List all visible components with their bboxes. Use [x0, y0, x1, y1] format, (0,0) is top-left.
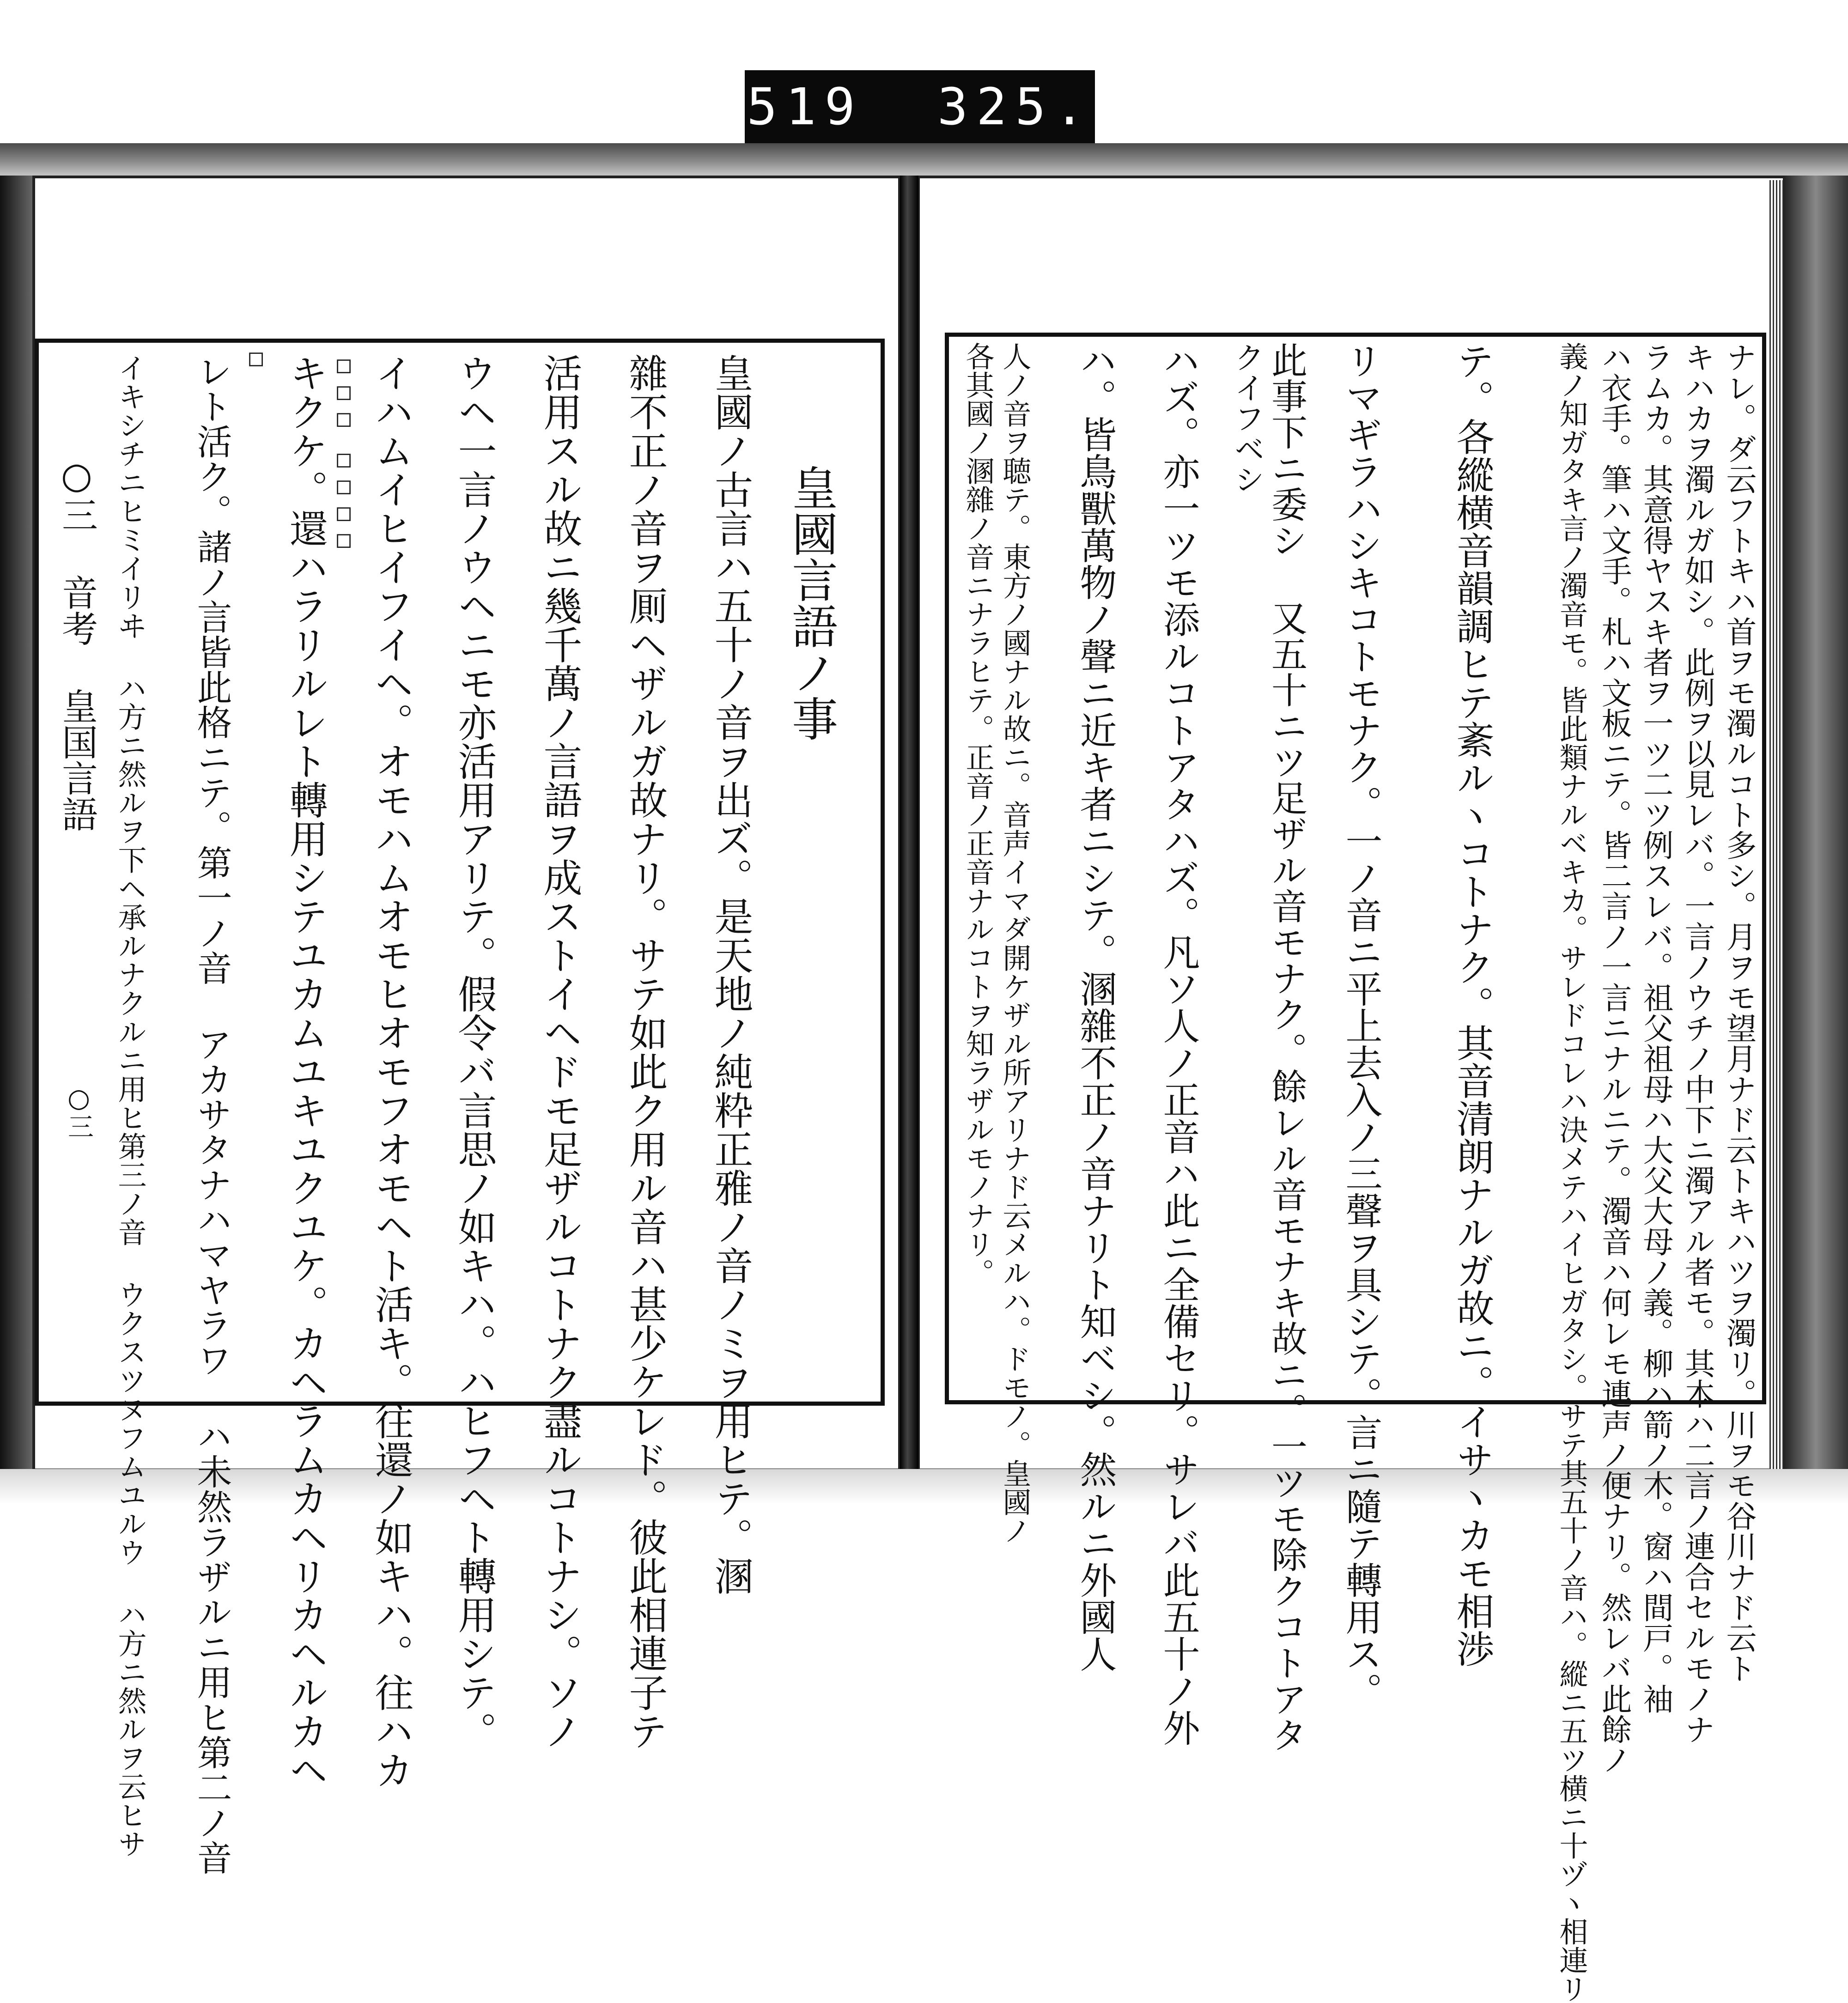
- section-title: 皇國言語ノ事: [784, 464, 838, 741]
- text-column: 皇國ノ古言ハ五十ノ音ヲ出ズ。是天地ノ純粋正雅ノ音ノミヲ用ヒテ。溷: [708, 353, 754, 1595]
- text-column: ラムカ。其意得ヤスキ者ヲ一ツ二ツ例スレバ。祖父祖母ハ大父大母ノ義。柳ハ箭ノ木。窗ハ間戸。袖: [1638, 342, 1673, 1714]
- catalog-label: [745, 70, 1095, 143]
- left-margin-header: ○三 音考 皇国言語: [56, 455, 97, 832]
- text-column: クイフベシ: [1229, 342, 1264, 494]
- book-cover-left: [0, 176, 32, 1515]
- text-column: ハ衣手。筆ハ文手。札ハ文板ニテ。皆二言ノ一言ニナルニテ。濁音ハ何レモ連声ノ便ナリ。然レバ此餘ノ: [1596, 342, 1632, 1775]
- text-column: ハ。皆鳥獸萬物ノ聲ニ近キ者ニシテ。溷雜不正ノ音ナリト知ベシ。然ルニ外國人: [1074, 342, 1117, 1672]
- text-column: ウヘ一言ノウヘニモ亦活用アリテ。假令バ言思ノ如キハ。ハヒフヘト轉用シテ。: [452, 353, 497, 1750]
- text-column: 雜不正ノ音ヲ厠ヘザルガ故ナリ。サテ如此ク用ル音ハ甚少ケレド。彼此相連子テ: [623, 353, 668, 1750]
- text-column: ナレ。ダ云フトキハ首ヲモ濁ルコト多シ。月ヲモ望月ナド云トキハツヲ濁リ。川ヲモ谷川ナド云ト: [1721, 342, 1757, 1683]
- page-number: ○三: [64, 1083, 94, 1139]
- text-column: イキシチニヒミイリヰ ハ方ニ然ルヲ下ヘ承ルナクルニ用ヒ第三ノ音 ウクスツヌフムユルウ ハ方ニ然ルヲ云ヒサ: [113, 353, 147, 1858]
- book-cover-right: [1783, 176, 1848, 1515]
- text-column: キハカヲ濁ルガ如シ。此例ヲ以見レバ。一言ノウチノ中下ニ濁アル者モ。其本ハ二言ノ連合セルモノナ: [1679, 342, 1715, 1744]
- catalog-label-right: 325.: [937, 77, 1093, 136]
- text-column: 活用スル故ニ幾千萬ノ言語ヲ成ストイヘドモ足ザルコトナク盡ルコトナシ。ソノ: [537, 353, 583, 1750]
- annotation-boxes: □: [243, 344, 269, 371]
- text-column: 義ノ知ガタキ言ノ濁音モ。皆此類ナルベキカ。サレドコレハ決メテハイヒガタシ。サテ其五十ノ音ハ。縱ニ五ツ横ニ十ヅヽ相連リ: [1555, 342, 1588, 2003]
- text-column: 人ノ音ヲ聴テ。東方ノ國ナル故ニ。音声イマダ開ケザル所アリナド云メルハ。ドモノ。皇國ノ: [998, 342, 1032, 1545]
- text-column: テ。各縱横音韻調ヒテ紊ルヽコトナク。其音清朗ナルガ故ニ。イサヽカモ相渉: [1450, 342, 1494, 1668]
- text-column: ハズ。亦一ツモ添ルコトアタハズ。凡ソ人ノ正音ハ此ニ全備セリ。サレバ此五十ノ外: [1157, 342, 1200, 1746]
- text-column: 各其國ノ溷雜ノ音ニナラヒテ。正音ノ正音ナルコトヲ知ラザルモノナリ。: [961, 342, 995, 1287]
- text-column: キクケ。還ハラリルレト轉用シテユカムユキユクユケ。カヘラムカヘリカヘルカヘ: [283, 353, 328, 1789]
- book-gutter: [900, 176, 918, 1561]
- annotation-boxes: □□□ □□□□: [330, 351, 357, 553]
- text-column: レト活ク。諸ノ言皆此格ニテ。第一ノ音 アカサタナハマヤラワ ハ未然ラザルニ用ヒ第二ノ音: [191, 353, 232, 1875]
- text-column: イハムイヒイフイヘ。オモハムオモヒオモフオモヘト活キ。往還ノ如キハ。往ハカ: [369, 353, 414, 1789]
- catalog-label-left: 519: [747, 77, 863, 136]
- text-column: リマギラハシキコトモナク。一ノ音ニ平上去入ノ三聲ヲ具シテ。言ニ隨テ轉用ス。: [1339, 342, 1382, 1709]
- text-column: 此事下ニ委シ 又五十ニツ足ザル音モナク。餘レル音モナキ故ニ。一ツモ除クコトアタ: [1265, 342, 1307, 1753]
